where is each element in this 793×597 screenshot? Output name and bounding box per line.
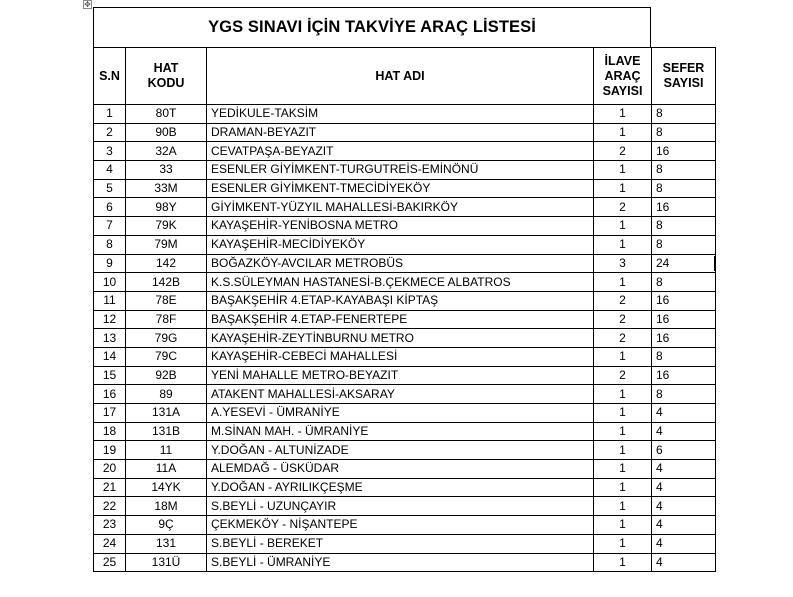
- row-sefer: 6: [652, 441, 716, 460]
- text-cursor: [714, 256, 715, 271]
- row-sefer: 4: [652, 516, 716, 535]
- row-ilave-arac: 1: [594, 235, 652, 254]
- row-sefer: 4: [652, 478, 716, 497]
- row-hat-adi: BAŞAKŞEHİR 4.ETAP-FENERTEPE: [207, 310, 594, 329]
- row-hat-adi: BAŞAKŞEHİR 4.ETAP-KAYABAŞI KİPTAŞ: [207, 291, 594, 310]
- row-sn: 13: [94, 329, 126, 348]
- row-sefer: 8: [652, 123, 716, 142]
- row-sefer: 4: [652, 497, 716, 516]
- row-hat-adi: M.SİNAN MAH. - ÜMRANİYE: [207, 422, 594, 441]
- row-hat-kodu: 79G: [126, 329, 207, 348]
- row-hat-kodu: 131: [126, 534, 207, 553]
- row-sn: 11: [94, 291, 126, 310]
- row-hat-adi: A.YESEVİ - ÜMRANİYE: [207, 404, 594, 423]
- row-hat-kodu: 14YK: [126, 478, 207, 497]
- row-ilave-arac: 2: [594, 310, 652, 329]
- table-row: [94, 217, 716, 236]
- row-sefer: 24: [652, 254, 716, 273]
- row-sn: 4: [94, 161, 126, 180]
- row-sn: 19: [94, 441, 126, 460]
- row-sefer: 16: [652, 310, 716, 329]
- row-sn: 12: [94, 310, 126, 329]
- row-hat-kodu: 92B: [126, 366, 207, 385]
- row-sn: 24: [94, 534, 126, 553]
- table-row: [94, 422, 716, 441]
- table-row: [94, 179, 716, 198]
- header-sefer: [652, 48, 716, 105]
- row-hat-kodu: 79M: [126, 235, 207, 254]
- row-ilave-arac: 1: [594, 105, 652, 124]
- row-hat-kodu: 131B: [126, 422, 207, 441]
- header-ilave-label: İLAVE ARAÇ SAYISI: [602, 53, 643, 98]
- row-sefer: 16: [652, 329, 716, 348]
- table-row: [94, 553, 716, 572]
- row-sn: 20: [94, 460, 126, 479]
- row-ilave-arac: 1: [594, 534, 652, 553]
- row-sn: 22: [94, 497, 126, 516]
- table-row: [94, 291, 716, 310]
- row-hat-kodu: 79K: [126, 217, 207, 236]
- row-hat-adi: ESENLER GİYİMKENT-TURGUTREİS-EMİNÖNÜ: [207, 161, 594, 180]
- row-ilave-arac: 1: [594, 217, 652, 236]
- row-sn: 17: [94, 404, 126, 423]
- row-ilave-arac: 1: [594, 273, 652, 292]
- header-sefer-label: SEFER SAYISI: [662, 61, 705, 90]
- row-hat-adi: ALEMDAĞ - ÜSKÜDAR: [207, 460, 594, 479]
- table-row: [94, 329, 716, 348]
- row-sn: 6: [94, 198, 126, 217]
- row-sefer: 16: [652, 198, 716, 217]
- table-header-row: [94, 48, 716, 105]
- row-hat-adi: Y.DOĞAN - AYRILIKÇEŞME: [207, 478, 594, 497]
- row-hat-kodu: 131Ü: [126, 553, 207, 572]
- row-sefer: 4: [652, 422, 716, 441]
- table-row: [94, 123, 716, 142]
- row-hat-kodu: 9Ç: [126, 516, 207, 535]
- vehicle-list-table: [93, 47, 716, 572]
- row-hat-adi: CEVATPAŞA-BEYAZIT: [207, 142, 594, 161]
- table-row: [94, 478, 716, 497]
- row-hat-adi: YEDİKULE-TAKSİM: [207, 105, 594, 124]
- row-ilave-arac: 1: [594, 161, 652, 180]
- row-ilave-arac: 1: [594, 385, 652, 404]
- row-sn: 10: [94, 273, 126, 292]
- row-sn: 9: [94, 254, 126, 273]
- row-sn: 3: [94, 142, 126, 161]
- row-sn: 25: [94, 553, 126, 572]
- header-hat-adi: HAT ADI: [207, 48, 594, 105]
- row-ilave-arac: 1: [594, 347, 652, 366]
- table-row: [94, 441, 716, 460]
- row-hat-adi: K.S.SÜLEYMAN HASTANESİ-B.ÇEKMECE ALBATROS: [207, 273, 594, 292]
- row-hat-adi: S.BEYLİ - ÜMRANİYE: [207, 553, 594, 572]
- row-ilave-arac: 1: [594, 179, 652, 198]
- table-row: [94, 460, 716, 479]
- row-hat-adi: S.BEYLİ - BEREKET: [207, 534, 594, 553]
- row-hat-kodu: 33: [126, 161, 207, 180]
- row-sn: 18: [94, 422, 126, 441]
- row-sefer: 8: [652, 161, 716, 180]
- table-row: [94, 347, 716, 366]
- table-row: [94, 105, 716, 124]
- row-hat-adi: KAYAŞEHİR-CEBECİ MAHALLESİ: [207, 347, 594, 366]
- row-hat-kodu: 11A: [126, 460, 207, 479]
- row-sn: 1: [94, 105, 126, 124]
- row-ilave-arac: 1: [594, 441, 652, 460]
- row-hat-adi: KAYAŞEHİR-ZEYTİNBURNU METRO: [207, 329, 594, 348]
- row-sn: 5: [94, 179, 126, 198]
- row-hat-adi: DRAMAN-BEYAZIT: [207, 123, 594, 142]
- header-sn: S.N: [94, 48, 126, 105]
- row-ilave-arac: 2: [594, 329, 652, 348]
- row-sn: 14: [94, 347, 126, 366]
- row-sefer: 8: [652, 347, 716, 366]
- row-ilave-arac: 2: [594, 366, 652, 385]
- table-row: [94, 142, 716, 161]
- row-sefer: 8: [652, 235, 716, 254]
- row-hat-kodu: 11: [126, 441, 207, 460]
- table-move-handle-icon[interactable]: ✥: [84, 0, 91, 9]
- table-row: [94, 254, 716, 273]
- row-hat-kodu: 98Y: [126, 198, 207, 217]
- row-ilave-arac: 1: [594, 516, 652, 535]
- row-hat-kodu: 90B: [126, 123, 207, 142]
- row-sn: 2: [94, 123, 126, 142]
- row-sn: 15: [94, 366, 126, 385]
- row-ilave-arac: 1: [594, 404, 652, 423]
- table-row: [94, 366, 716, 385]
- row-hat-kodu: 142B: [126, 273, 207, 292]
- row-hat-adi: GİYİMKENT-YÜZYIL MAHALLESİ-BAKIRKÖY: [207, 198, 594, 217]
- header-hat-kodu: [126, 48, 207, 105]
- row-sefer: 4: [652, 404, 716, 423]
- row-hat-kodu: 32A: [126, 142, 207, 161]
- row-sefer: 8: [652, 385, 716, 404]
- row-hat-kodu: 142: [126, 254, 207, 273]
- header-ilave-arac: [594, 48, 652, 105]
- row-ilave-arac: 2: [594, 142, 652, 161]
- table-row: [94, 198, 716, 217]
- row-hat-adi: Y.DOĞAN - ALTUNİZADE: [207, 441, 594, 460]
- row-hat-kodu: 79C: [126, 347, 207, 366]
- row-hat-adi: ÇEKMEKÖY - NİŞANTEPE: [207, 516, 594, 535]
- table-row: [94, 161, 716, 180]
- row-ilave-arac: 1: [594, 497, 652, 516]
- table-row: [94, 404, 716, 423]
- row-hat-kodu: 33M: [126, 179, 207, 198]
- row-sn: 21: [94, 478, 126, 497]
- table-row: [94, 497, 716, 516]
- row-hat-kodu: 80T: [126, 105, 207, 124]
- row-ilave-arac: 1: [594, 422, 652, 441]
- row-ilave-arac: 1: [594, 478, 652, 497]
- row-sn: 16: [94, 385, 126, 404]
- row-sefer: 16: [652, 291, 716, 310]
- row-ilave-arac: 1: [594, 553, 652, 572]
- table-row: [94, 310, 716, 329]
- row-hat-kodu: 78F: [126, 310, 207, 329]
- row-hat-adi: BOĞAZKÖY-AVCILAR METROBÜS: [207, 254, 594, 273]
- row-sefer: 4: [652, 553, 716, 572]
- row-hat-adi: ATAKENT MAHALLESİ-AKSARAY: [207, 385, 594, 404]
- row-sn: 8: [94, 235, 126, 254]
- row-sn: 23: [94, 516, 126, 535]
- table-row: [94, 516, 716, 535]
- table-row: [94, 273, 716, 292]
- row-hat-adi: KAYAŞEHİR-YENİBOSNA METRO: [207, 217, 594, 236]
- row-ilave-arac: 2: [594, 198, 652, 217]
- row-ilave-arac: 1: [594, 123, 652, 142]
- row-hat-kodu: 78E: [126, 291, 207, 310]
- row-sefer: 4: [652, 534, 716, 553]
- row-sefer: 16: [652, 366, 716, 385]
- row-hat-adi: KAYAŞEHİR-MECİDİYEKÖY: [207, 235, 594, 254]
- row-hat-adi: YENİ MAHALLE METRO-BEYAZIT: [207, 366, 594, 385]
- row-ilave-arac: 2: [594, 291, 652, 310]
- row-sefer: 8: [652, 217, 716, 236]
- row-sefer: 8: [652, 105, 716, 124]
- row-sefer: 16: [652, 142, 716, 161]
- row-hat-kodu: 89: [126, 385, 207, 404]
- table-row: [94, 385, 716, 404]
- document-title: YGS SINAVI İÇİN TAKVİYE ARAÇ LİSTESİ: [93, 7, 651, 47]
- row-hat-adi: ESENLER GİYİMKENT-TMECİDİYEKÖY: [207, 179, 594, 198]
- table-row: [94, 235, 716, 254]
- row-sefer: 8: [652, 273, 716, 292]
- row-hat-kodu: 18M: [126, 497, 207, 516]
- header-hat-kodu-label: HAT KODU: [147, 61, 185, 90]
- row-sefer: 4: [652, 460, 716, 479]
- row-ilave-arac: 1: [594, 460, 652, 479]
- table-row: [94, 534, 716, 553]
- row-ilave-arac: 3: [594, 254, 652, 273]
- row-hat-kodu: 131A: [126, 404, 207, 423]
- row-sefer: 8: [652, 179, 716, 198]
- row-hat-adi: S.BEYLİ - UZUNÇAYIR: [207, 497, 594, 516]
- row-sn: 7: [94, 217, 126, 236]
